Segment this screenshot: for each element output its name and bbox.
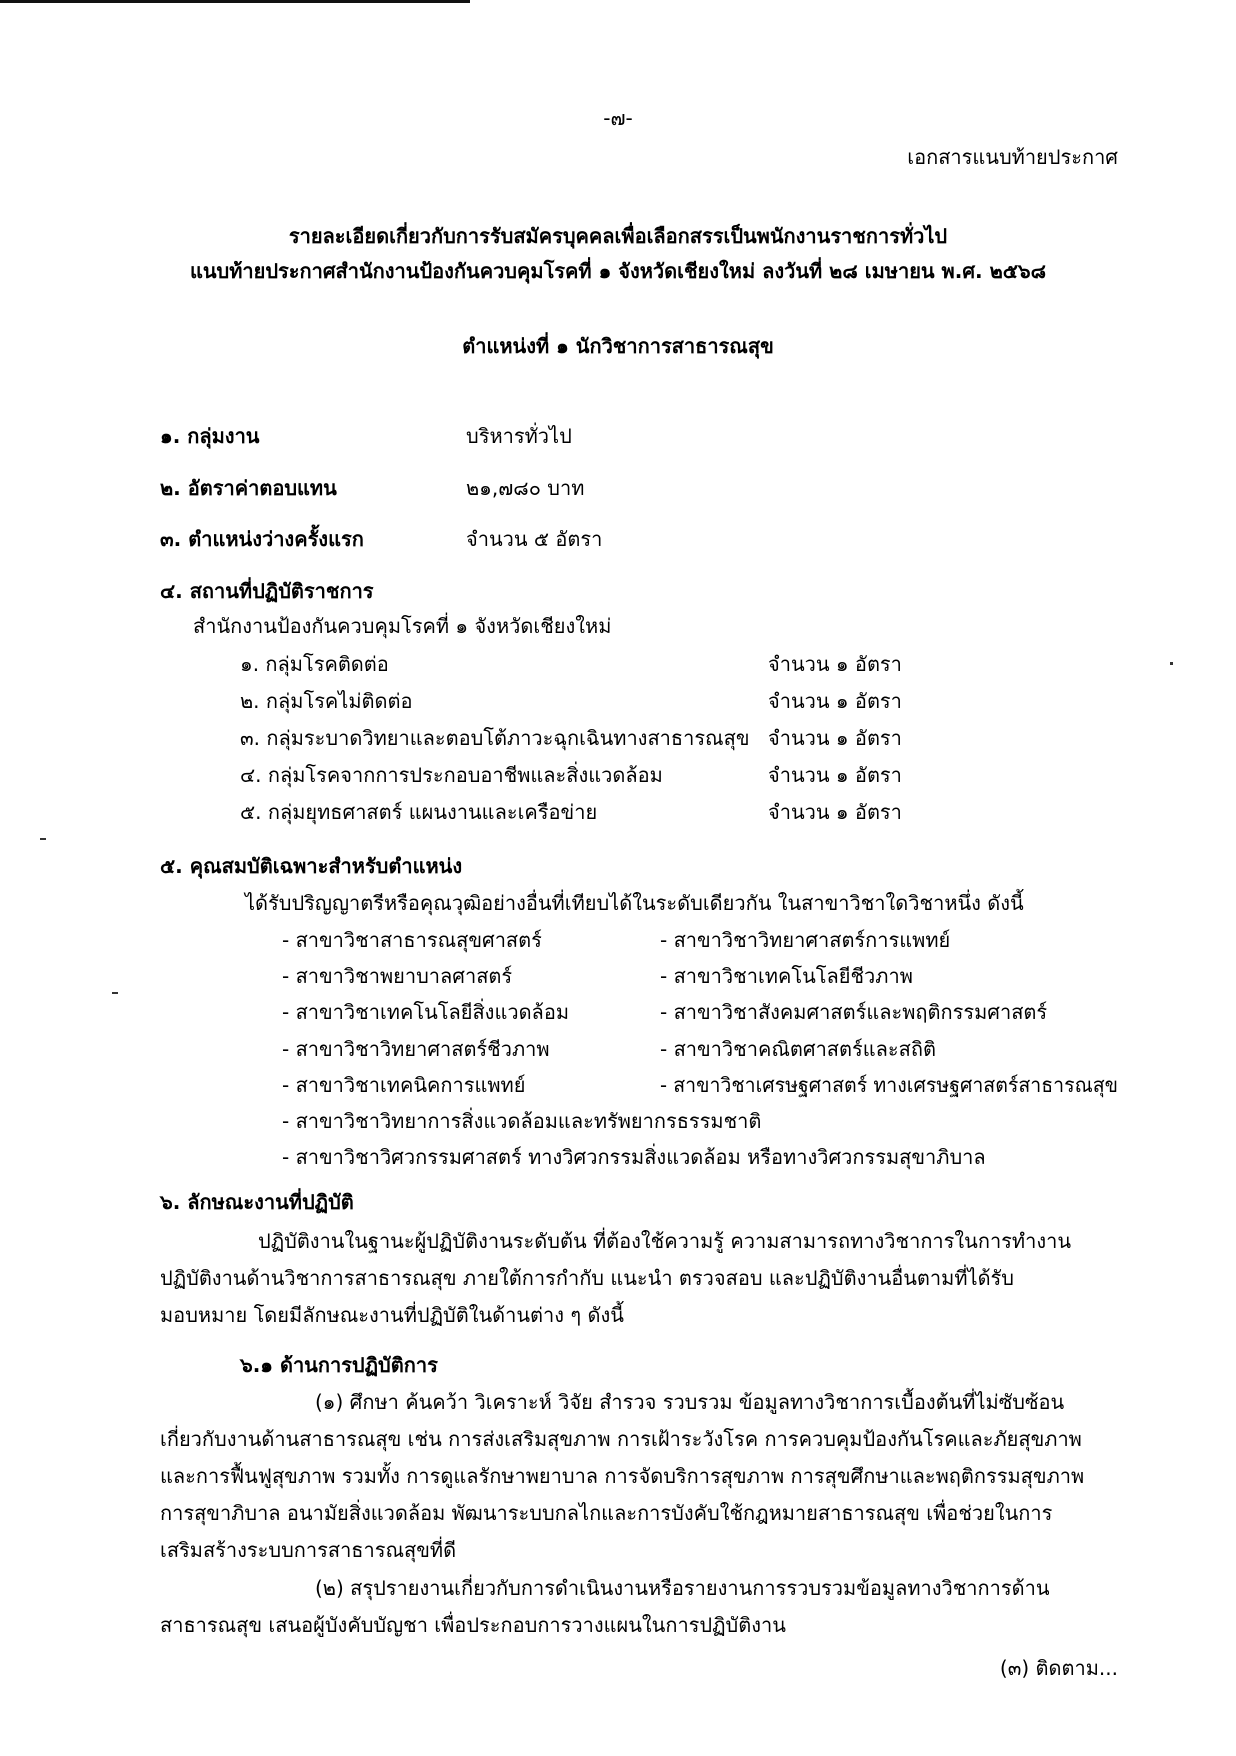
unit-name: ๑. กลุ่มโรคติดต่อ <box>240 652 389 676</box>
paragraph-line: เกี่ยวกับงานด้านสาธารณสุข เช่น การส่งเสริมสุขภาพ การเฝ้าระวังโรค การควบคุมป้องกันโรคและภัยสุขภาพ <box>160 1427 1082 1451</box>
field-value: ๒๑,๗๘๐ บาท <box>466 476 585 500</box>
major-item: - สาขาวิชาคณิตศาสตร์และสถิติ <box>660 1037 936 1061</box>
unit-count: จำนวน ๑ อัตรา <box>768 689 902 713</box>
unit-name: ๓. กลุ่มระบาดวิทยาและตอบโต้ภาวะฉุกเฉินทางสาธารณสุข <box>240 726 750 750</box>
paragraph-line: มอบหมาย โดยมีลักษณะงานที่ปฏิบัติในด้านต่าง ๆ ดังนี้ <box>160 1303 624 1327</box>
major-item: - สาขาวิชาวิศวกรรมศาสตร์ ทางวิศวกรรมสิ่งแวดล้อม หรือทางวิศวกรรมสุขาภิบาล <box>282 1145 986 1169</box>
paragraph-line: ปฏิบัติงานด้านวิชาการสาธารณสุข ภายใต้การกำกับ แนะนำ ตรวจสอบ และปฏิบัติงานอื่นตามที่ได้รับ <box>160 1266 1014 1290</box>
scan-speck <box>1170 662 1173 665</box>
unit-name: ๕. กลุ่มยุทธศาสตร์ แผนงานและเครือข่าย <box>240 800 598 824</box>
major-item: - สาขาวิชาเทคโนโลยีชีวภาพ <box>660 964 913 988</box>
major-item: - สาขาวิชาเศรษฐศาสตร์ ทางเศรษฐศาสตร์สาธารณสุข <box>660 1073 1118 1097</box>
qualification-intro: ได้รับปริญญาตรีหรือคุณวุฒิอย่างอื่นที่เทียบได้ในระดับเดียวกัน ในสาขาวิชาใดวิชาหนึ่ง ดังนี้ <box>245 891 1024 915</box>
paragraph-line: ปฏิบัติงานในฐานะผู้ปฏิบัติงานระดับต้น ที่ต้องใช้ความรู้ ความสามารถทางวิชาการในการทำงาน <box>258 1229 1072 1253</box>
unit-count: จำนวน ๑ อัตรา <box>768 800 902 824</box>
major-item: - สาขาวิชาเทคนิคการแพทย์ <box>282 1073 526 1097</box>
unit-name: ๒. กลุ่มโรคไม่ติดต่อ <box>240 689 413 713</box>
paragraph-line: (๒) สรุปรายงานเกี่ยวกับการดำเนินงานหรือรายงานการรวบรวมข้อมูลทางวิชาการด้าน <box>315 1576 1050 1600</box>
unit-count: จำนวน ๑ อัตรา <box>768 763 902 787</box>
position-title: ตำแหน่งที่ ๑ นักวิชาการสาธารณสุข <box>462 334 774 358</box>
paragraph-line: เสริมสร้างระบบการสาธารณสุขที่ดี <box>160 1538 457 1562</box>
section-heading: ๔. สถานที่ปฏิบัติราชการ <box>160 579 374 603</box>
major-item: - สาขาวิชาพยาบาลศาสตร์ <box>282 964 513 988</box>
scan-speck <box>112 992 118 994</box>
page-number: -๗- <box>603 106 633 130</box>
document-subtitle: แนบท้ายประกาศสำนักงานป้องกันควบคุมโรคที่ ๑ จังหวัดเชียงใหม่ ลงวันที่ ๒๘ เมษายน พ.ศ. ๒๕๖๘ <box>189 259 1047 283</box>
major-item: - สาขาวิชาวิทยาการสิ่งแวดล้อมและทรัพยากรธรรมชาติ <box>282 1109 762 1133</box>
major-item: - สาขาวิชาวิทยาศาสตร์การแพทย์ <box>660 928 951 952</box>
paragraph-line: การสุขาภิบาล อนามัยสิ่งแวดล้อม พัฒนาระบบกลไกและการบังคับใช้กฎหมายสาธารณสุข เพื่อช่วยในการ <box>160 1501 1053 1525</box>
unit-name: ๔. กลุ่มโรคจากการประกอบอาชีพและสิ่งแวดล้อม <box>240 763 663 787</box>
paragraph-line: (๑) ศึกษา ค้นคว้า วิเคราะห์ วิจัย สำรวจ รวบรวม ข้อมูลทางวิชาการเบื้องต้นที่ไม่ซับซ้อน <box>315 1390 1065 1414</box>
field-label: ๑. กลุ่มงาน <box>160 424 260 448</box>
sub-heading: ๖.๑ ด้านการปฏิบัติการ <box>240 1353 438 1377</box>
major-item: - สาขาวิชาเทคโนโลยีสิ่งแวดล้อม <box>282 1000 570 1024</box>
office-name: สำนักงานป้องกันควบคุมโรคที่ ๑ จังหวัดเชียงใหม่ <box>193 614 612 638</box>
paragraph-line: และการฟื้นฟูสุขภาพ รวมทั้ง การดูแลรักษาพยาบาล การจัดบริการสุขภาพ การสุขศึกษาและพฤติกรรมสุขภาพ <box>160 1464 1085 1488</box>
unit-count: จำนวน ๑ อัตรา <box>768 726 902 750</box>
field-value: จำนวน ๕ อัตรา <box>466 527 603 551</box>
major-item: - สาขาวิชาสังคมศาสตร์และพฤติกรรมศาสตร์ <box>660 1000 1048 1024</box>
field-label: ๓. ตำแหน่งว่างครั้งแรก <box>160 527 364 551</box>
continuation-marker: (๓) ติดตาม... <box>999 1656 1118 1680</box>
document-title: รายละเอียดเกี่ยวกับการรับสมัครบุคคลเพื่อเลือกสรรเป็นพนักงานราชการทั่วไป <box>288 224 948 248</box>
field-label: ๒. อัตราค่าตอบแทน <box>160 476 337 500</box>
unit-count: จำนวน ๑ อัตรา <box>768 652 902 676</box>
section-heading: ๖. ลักษณะงานที่ปฏิบัติ <box>160 1190 354 1214</box>
field-value: บริหารทั่วไป <box>466 424 572 448</box>
section-heading: ๕. คุณสมบัติเฉพาะสำหรับตำแหน่ง <box>160 854 463 878</box>
paragraph-line: สาธารณสุข เสนอผู้บังคับบัญชา เพื่อประกอบการวางแผนในการปฏิบัติงาน <box>160 1613 786 1637</box>
attachment-label: เอกสารแนบท้ายประกาศ <box>907 145 1118 169</box>
scan-speck <box>40 838 46 840</box>
major-item: - สาขาวิชาวิทยาศาสตร์ชีวภาพ <box>282 1037 550 1061</box>
major-item: - สาขาวิชาสาธารณสุขศาสตร์ <box>282 928 542 952</box>
scan-edge-line <box>0 0 470 3</box>
